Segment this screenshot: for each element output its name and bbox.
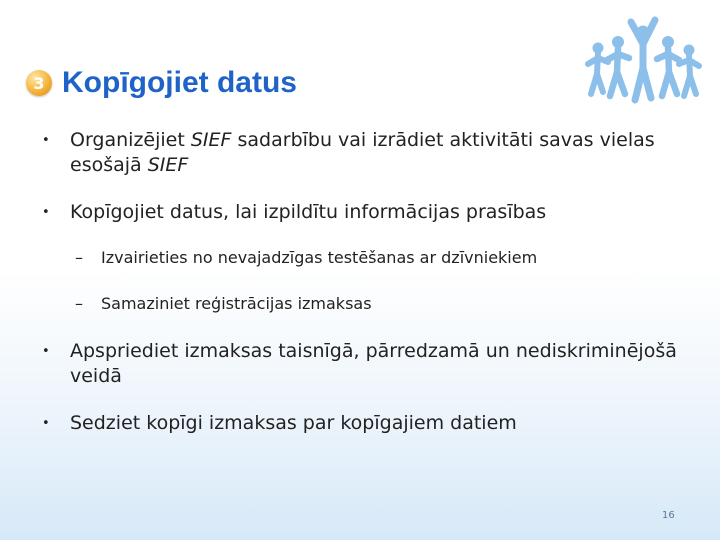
bullet-item (42, 200, 682, 225)
bullet-glyph: • (42, 416, 50, 431)
slide-header (26, 66, 297, 100)
bullet-item (42, 339, 682, 389)
dash-glyph: – (75, 248, 83, 267)
bullet-list (42, 128, 682, 458)
slide-page-number: 16 (662, 510, 675, 521)
sub-bullet-text: Izvairieties no nevajadzīgas testēšanas ar dzīvniekiem (101, 248, 538, 267)
bullet-glyph: • (42, 133, 50, 148)
bullet-glyph: • (42, 205, 50, 220)
step-number-badge: 3 (26, 70, 52, 96)
runners-illustration (582, 12, 704, 110)
sub-bullet-item (42, 293, 682, 315)
bullet-glyph: • (42, 344, 50, 359)
bullet-item (42, 128, 682, 178)
bullet-text: Kopīgojiet datus, lai izpildītu informācijas prasības (70, 201, 547, 223)
bullet-text: Sedziet kopīgi izmaksas par kopīgajiem datiem (70, 412, 517, 434)
sub-bullet-item (42, 247, 682, 269)
bullet-text: Apspriediet izmaksas taisnīgā, pārredzamā un nediskriminējošā veidā (70, 340, 677, 387)
slide-title: Kopīgojiet datus (62, 66, 297, 99)
dash-glyph: – (75, 294, 83, 313)
sub-bullet-text: Samaziniet reģistrācijas izmaksas (101, 294, 372, 313)
bullet-text: Organizējiet SIEF sadarbību vai izrādiet aktivitāti savas vielas esošajā SIEF (70, 129, 655, 176)
bullet-item (42, 411, 682, 436)
